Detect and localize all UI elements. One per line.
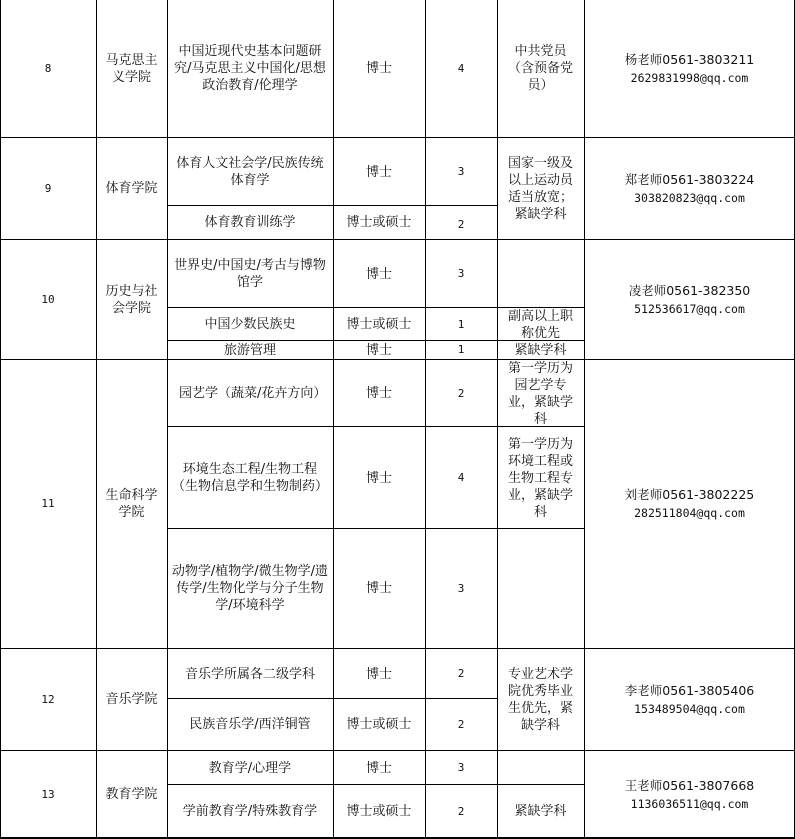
- grid-line: [167, 307, 584, 308]
- contact-cell: [584, 360, 795, 648]
- count-cell: 2: [457, 717, 465, 731]
- count-cell: 3: [457, 165, 465, 178]
- college-name: 历史与社会学院: [105, 283, 158, 316]
- count-cell: 2: [457, 804, 465, 818]
- contact-person: 凌老师0561-382350: [628, 282, 751, 298]
- degree-cell: 博士: [365, 266, 392, 282]
- row-number: 10: [41, 292, 55, 306]
- contact-cell: [584, 138, 795, 239]
- count-cell: 3: [457, 761, 465, 774]
- row-number: 12: [41, 692, 55, 706]
- major-cell: 学前教育学/特殊教育学: [182, 804, 318, 819]
- degree-cell: 博士: [365, 61, 392, 76]
- contact-person: 刘老师0561-3802225: [624, 487, 755, 502]
- count-cell: 3: [457, 581, 465, 595]
- row-number: 13: [41, 787, 55, 801]
- requirement-note: 国家一级及以上运动员适当放宽；紧缺学科: [507, 156, 573, 222]
- grid-line: [0, 359, 795, 360]
- college-name: 生命科学学院: [105, 488, 158, 520]
- grid-line: [167, 340, 584, 341]
- major-cell: 旅游管理: [223, 342, 276, 358]
- college-name: 音乐学院: [105, 692, 158, 707]
- grid-line: [0, 137, 795, 138]
- major-cell: 中国近现代史基本问题研究/马克思主义中国化/思想政治教育/伦理学: [174, 44, 326, 93]
- degree-cell: 博士: [365, 164, 392, 180]
- count-cell: 4: [457, 471, 465, 484]
- grid-line: [167, 528, 584, 529]
- requirement-note: 紧缺学科: [514, 342, 567, 358]
- major-cell: 世界史/中国史/考古与博物馆学: [174, 258, 326, 290]
- row-number: 9: [44, 181, 52, 195]
- grid-line: [333, 0, 334, 839]
- major-cell: 中国少数民族史: [204, 317, 296, 332]
- degree-cell: 博士: [365, 760, 392, 776]
- grid-line: [0, 750, 795, 751]
- requirement-note: 专业艺术学院优秀毕业生优先，紧缺学科: [507, 666, 573, 733]
- grid-line: [584, 0, 585, 839]
- requirement-note: 副高以上职称优先: [507, 308, 573, 341]
- degree-cell: 博士或硕士: [346, 717, 412, 732]
- degree-cell: 博士: [365, 666, 392, 682]
- contact-email: 1136036511@qq.com: [630, 796, 749, 811]
- degree-cell: 博士: [365, 470, 392, 486]
- row-number: 8: [44, 61, 52, 75]
- requirement-note: 第一学历为园艺学专业，紧缺学科: [507, 360, 573, 427]
- grid-line: [96, 0, 97, 839]
- grid-line: [425, 0, 426, 839]
- major-cell: 环境生态工程/生物工程（生物信息学和生物制药）: [172, 462, 329, 494]
- contact-email: 282511804@qq.com: [634, 506, 745, 520]
- degree-cell: 博士或硕士: [346, 215, 412, 230]
- college-name: 教育学院: [105, 787, 158, 802]
- contact-email: 2629831998@qq.com: [630, 70, 749, 85]
- major-cell: 体育教育训练学: [204, 215, 296, 230]
- degree-cell: 博士: [365, 581, 392, 596]
- requirement-note: 紧缺学科: [514, 804, 567, 819]
- requirement-note: 第一学历为环境工程或生物工程专业，紧缺学科: [507, 436, 573, 520]
- count-cell: 2: [457, 386, 465, 400]
- grid-line: [167, 205, 497, 206]
- grid-line: [167, 784, 584, 785]
- degree-cell: 博士: [365, 342, 392, 358]
- degree-cell: 博士: [365, 386, 392, 401]
- major-cell: 园艺学（蔬菜/花卉方向）: [179, 386, 327, 401]
- contact-email: 512536617@qq.com: [634, 301, 745, 316]
- contact-cell: [584, 751, 795, 838]
- grid-line: [0, 0, 1, 839]
- grid-line: [167, 0, 168, 839]
- major-cell: 体育人文社会学/民族传统体育学: [176, 156, 324, 188]
- degree-cell: 博士或硕士: [346, 317, 412, 332]
- count-cell: 3: [457, 267, 465, 280]
- count-cell: 2: [457, 667, 465, 680]
- college-name: 马克思主义学院: [105, 52, 158, 85]
- grid-line: [167, 426, 584, 427]
- major-cell: 音乐学所属各二级学科: [184, 666, 315, 682]
- contact-person: 郑老师0561-3803224: [624, 171, 755, 187]
- contact-person: 王老师0561-3807668: [624, 777, 755, 793]
- grid-line: [0, 239, 795, 240]
- degree-cell: 博士或硕士: [346, 804, 412, 819]
- row-number: 11: [41, 497, 55, 510]
- contact-cell: [584, 0, 795, 137]
- major-cell: 动物学/植物学/微生物学/遗传学/生物化学与分子生物学/环境科学: [171, 564, 329, 613]
- count-cell: 4: [457, 61, 465, 75]
- contact-email: 303820823@qq.com: [634, 190, 745, 205]
- grid-line: [0, 648, 795, 649]
- contact-person: 杨老师0561-3803211: [624, 51, 755, 67]
- major-cell: 民族音乐学/西洋铜管: [189, 717, 311, 732]
- major-cell: 教育学/心理学: [208, 760, 292, 776]
- count-cell: 1: [457, 343, 465, 356]
- contact-cell: [584, 240, 795, 359]
- college-name: 体育学院: [105, 181, 158, 196]
- count-cell: 2: [457, 217, 465, 231]
- requirement-note: 中共党员（含预备党员）: [507, 44, 573, 93]
- contact-cell: [584, 649, 795, 750]
- contact-email: 153489504@qq.com: [634, 701, 745, 716]
- count-cell: 1: [457, 317, 465, 331]
- grid-line: [167, 698, 497, 699]
- contact-person: 李老师0561-3805406: [624, 682, 755, 698]
- grid-line: [497, 0, 498, 839]
